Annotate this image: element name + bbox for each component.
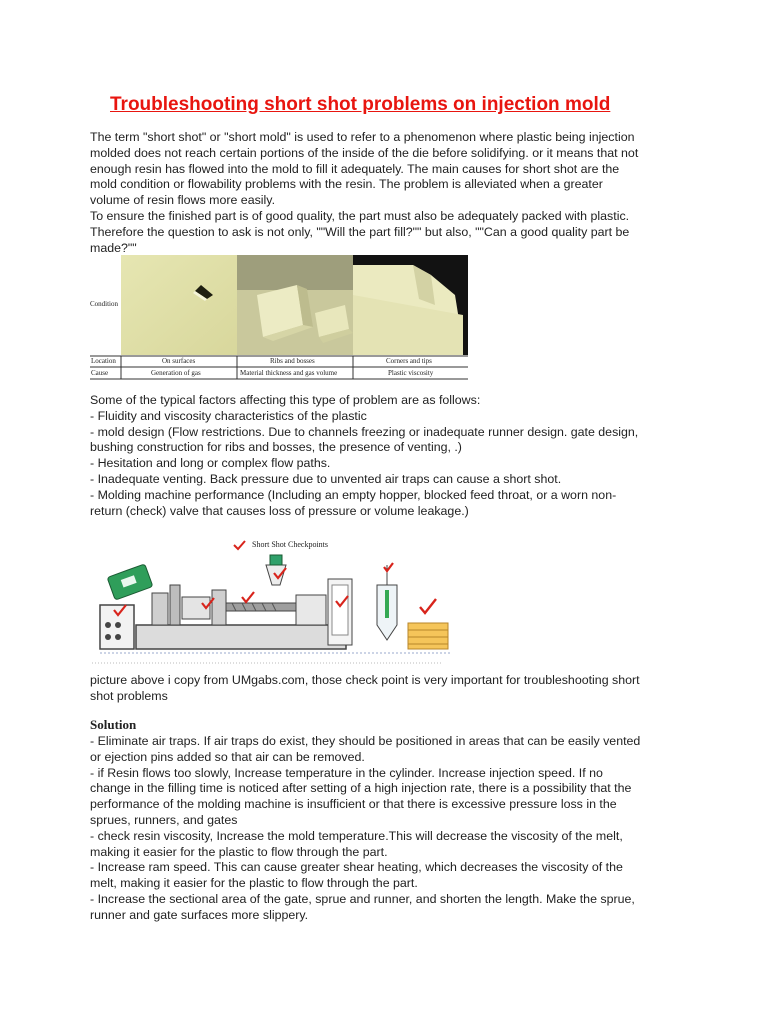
check-mark-icon bbox=[234, 541, 245, 549]
solution-line: change in the filling time is noticed after setting of a high injection rate, there is a possibility that the bbox=[90, 781, 632, 796]
checkpoints-illustration bbox=[92, 535, 462, 665]
solution-line: sprues, runners, and gates bbox=[90, 812, 238, 827]
credit-line: picture above i copy from UMgabs.com, those check point is very important for troubleshooting short bbox=[90, 673, 640, 687]
cause-cell: Generation of gas bbox=[151, 369, 201, 377]
solution-line: - if Resin flows too slowly, Increase temperature in the cylinder. Increase injection speed. If no bbox=[90, 765, 603, 780]
location-cell: Corners and tips bbox=[386, 357, 432, 365]
solution-heading: Solution bbox=[90, 717, 137, 732]
solution-line: - Increase the sectional area of the gate, sprue and runner, and shorten the length. Make the sprue, bbox=[90, 891, 635, 906]
intro-line: volume of resin flows more easily. bbox=[90, 193, 276, 208]
photo-ribs-bosses bbox=[237, 255, 353, 355]
location-cell: Ribs and bosses bbox=[270, 357, 315, 365]
cause-cell: Plastic viscosity bbox=[388, 369, 434, 377]
solution-line: - Increase ram speed. This can cause greater shear heating, which decreases the viscosity of the bbox=[90, 860, 623, 875]
checkpoints-label: Short Shot Checkpoints bbox=[252, 540, 329, 549]
factors-line: - Fluidity and viscosity characteristics of the plastic bbox=[90, 408, 367, 423]
factors-paragraph bbox=[90, 393, 680, 519]
condition-label: Condition bbox=[90, 300, 119, 308]
solution-line: - check resin viscosity, Increase the mold temperature.This will decrease the viscosity of the melt, bbox=[90, 828, 623, 843]
factors-line: - mold design (Flow restrictions. Due to channels freezing or inadequate runner design. gate design, bbox=[90, 424, 639, 439]
location-label: Location bbox=[91, 357, 116, 365]
cause-label: Cause bbox=[91, 369, 109, 377]
solution-paragraph bbox=[90, 734, 680, 924]
intro-line: To ensure the finished part is of good quality, the part must also be adequately packed with plastic. bbox=[90, 208, 630, 223]
photo-surface-gas bbox=[121, 255, 237, 355]
factors-line: - Inadequate venting. Back pressure due to unvented air traps can cause a short shot. bbox=[90, 471, 562, 486]
injection-machine-diagram bbox=[92, 535, 462, 665]
factors-line: return (check) valve that causes loss of pressure or volume leakage.) bbox=[90, 503, 469, 518]
solution-line: or ejection pins added so that air can be removed. bbox=[90, 749, 365, 764]
intro-line: Therefore the question to ask is not only, ""Will the part fill?"" but also, ""Can a good quality part be bbox=[90, 224, 630, 239]
short-shot-figure-table bbox=[90, 255, 468, 380]
factors-line: bushing construction for ribs and bosses, the presence of venting, .) bbox=[90, 440, 462, 455]
credit-line: shot problems bbox=[90, 688, 168, 703]
intro-line: The term "short shot" or "short mold" is used to refer to a phenomenon where plastic being injection bbox=[90, 130, 635, 144]
solution-line: making it easier for the plastic to flow through the part. bbox=[90, 844, 388, 859]
intro-paragraph bbox=[90, 130, 680, 256]
credit-paragraph bbox=[90, 673, 680, 705]
solution-line: melt, making it easier for the plastic to flow through the part. bbox=[90, 876, 418, 891]
factors-line: Some of the typical factors affecting this type of problem are as follows: bbox=[90, 393, 481, 407]
cause-cell: Material thickness and gas volume bbox=[240, 369, 338, 377]
intro-line: molded does not reach certain portions of the inside of the die before solidifying. or it means that not bbox=[90, 145, 639, 160]
page-title: Troubleshooting short shot problems on injection mold bbox=[110, 94, 611, 115]
location-cell: On surfaces bbox=[162, 357, 196, 365]
solution-line: performance of the molding machine is insufficient or that there is excessive pressure loss in the bbox=[90, 797, 617, 812]
solution-line: - Eliminate air traps. If air traps do exist, they should be positioned in areas that can be easily vented bbox=[90, 734, 641, 748]
factors-line: - Molding machine performance (Including an empty hopper, blocked feed throat, or a worn non- bbox=[90, 487, 617, 502]
intro-line: made?"" bbox=[90, 240, 137, 255]
photo-corners-tips bbox=[353, 255, 468, 355]
solution-line: runner and gate surfaces more slippery. bbox=[90, 907, 309, 922]
factors-line: - Hesitation and long or complex flow paths. bbox=[90, 456, 331, 471]
intro-line: enough resin has flowed into the mold to fill it adequately. The main causes for short shot are the bbox=[90, 161, 620, 176]
intro-line: mold condition or flowability problems with the resin. The problem is alleviated when a greater bbox=[90, 177, 603, 192]
